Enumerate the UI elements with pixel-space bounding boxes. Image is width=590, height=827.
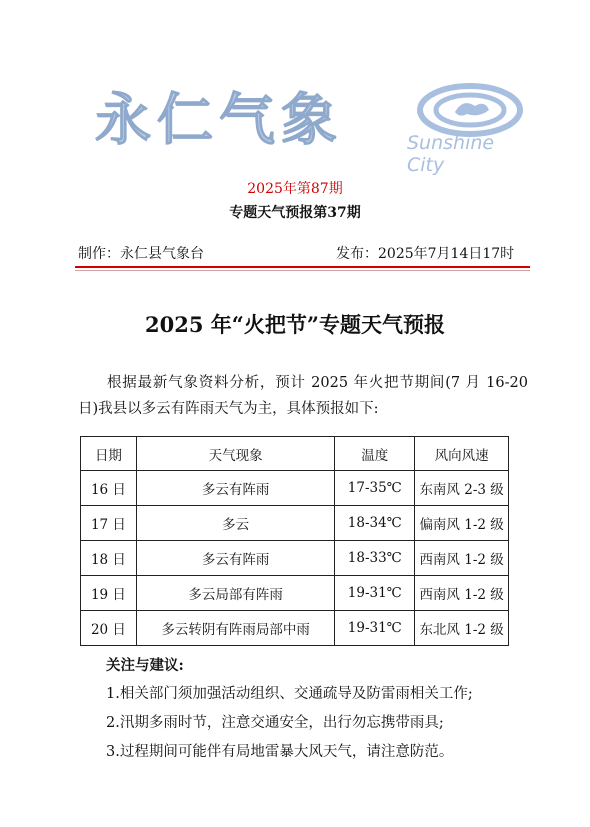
cell-weather: 多云局部有阵雨 (136, 576, 334, 611)
column-header-date: 日期 (81, 437, 137, 471)
cell-temperature: 19-31℃ (335, 611, 415, 646)
masthead (95, 70, 535, 176)
cell-date: 17 日 (81, 506, 137, 541)
table-header-row (81, 437, 509, 471)
header-rule-secondary (75, 270, 530, 271)
issue-number: 2025年第87期 (247, 181, 343, 197)
cell-wind: 西南风 1-2 级 (415, 576, 509, 611)
cell-wind: 西南风 1-2 级 (415, 541, 509, 576)
advice-section (78, 651, 538, 767)
cell-wind: 偏南风 1-2 级 (415, 506, 509, 541)
column-header-temperature: 温度 (335, 437, 415, 471)
cell-date: 20 日 (81, 611, 137, 646)
forecast-table (80, 436, 509, 646)
cloud-logo-icon (415, 80, 525, 140)
table-row (81, 576, 509, 611)
cell-weather: 多云 (136, 506, 334, 541)
cell-weather: 多云有阵雨 (136, 471, 334, 506)
table-row (81, 611, 509, 646)
table-row (81, 506, 509, 541)
advice-heading: 关注与建议: (106, 657, 184, 674)
forecast-series-label: 专题天气预报第37期 (229, 205, 361, 221)
advice-item: 3.过程期间可能伴有局地雷暴大风天气，请注意防范。 (106, 744, 454, 760)
header-rule (75, 266, 530, 268)
cell-weather: 多云转阴有阵雨局部中雨 (136, 611, 334, 646)
masthead-subtitle: Sunshine City (407, 132, 495, 176)
cell-date: 16 日 (81, 471, 137, 506)
table-row (81, 541, 509, 576)
advice-item: 2.汛期多雨时节，注意交通安全，出行勿忘携带雨具; (106, 715, 444, 731)
column-header-weather: 天气现象 (136, 437, 334, 471)
maker-label: 制作：永仁县气象台 (78, 246, 204, 262)
cell-wind: 东北风 1-2 级 (415, 611, 509, 646)
cell-temperature: 17-35℃ (335, 471, 415, 506)
published-label: 发布：2025年7月14日17时 (336, 246, 515, 262)
cell-temperature: 19-31℃ (335, 576, 415, 611)
cell-weather: 多云有阵雨 (136, 541, 334, 576)
cell-wind: 东南风 2-3 级 (415, 471, 509, 506)
cell-date: 18 日 (81, 541, 137, 576)
table-row (81, 471, 509, 506)
cell-date: 19 日 (81, 576, 137, 611)
column-header-wind: 风向风速 (415, 437, 509, 471)
cell-temperature: 18-33℃ (335, 541, 415, 576)
masthead-title: 永仁气象 (95, 87, 343, 153)
intro-paragraph: 根据最新气象资料分析，预计 2025 年火把节期间(7 月 16-20 日)我县以多云有阵雨天气为主，具体预报如下: (78, 375, 528, 417)
document-title: 2025 年“火把节”专题天气预报 (145, 312, 445, 337)
cell-temperature: 18-34℃ (335, 506, 415, 541)
advice-item: 1.相关部门须加强活动组织、交通疏导及防雷雨相关工作; (106, 686, 473, 702)
